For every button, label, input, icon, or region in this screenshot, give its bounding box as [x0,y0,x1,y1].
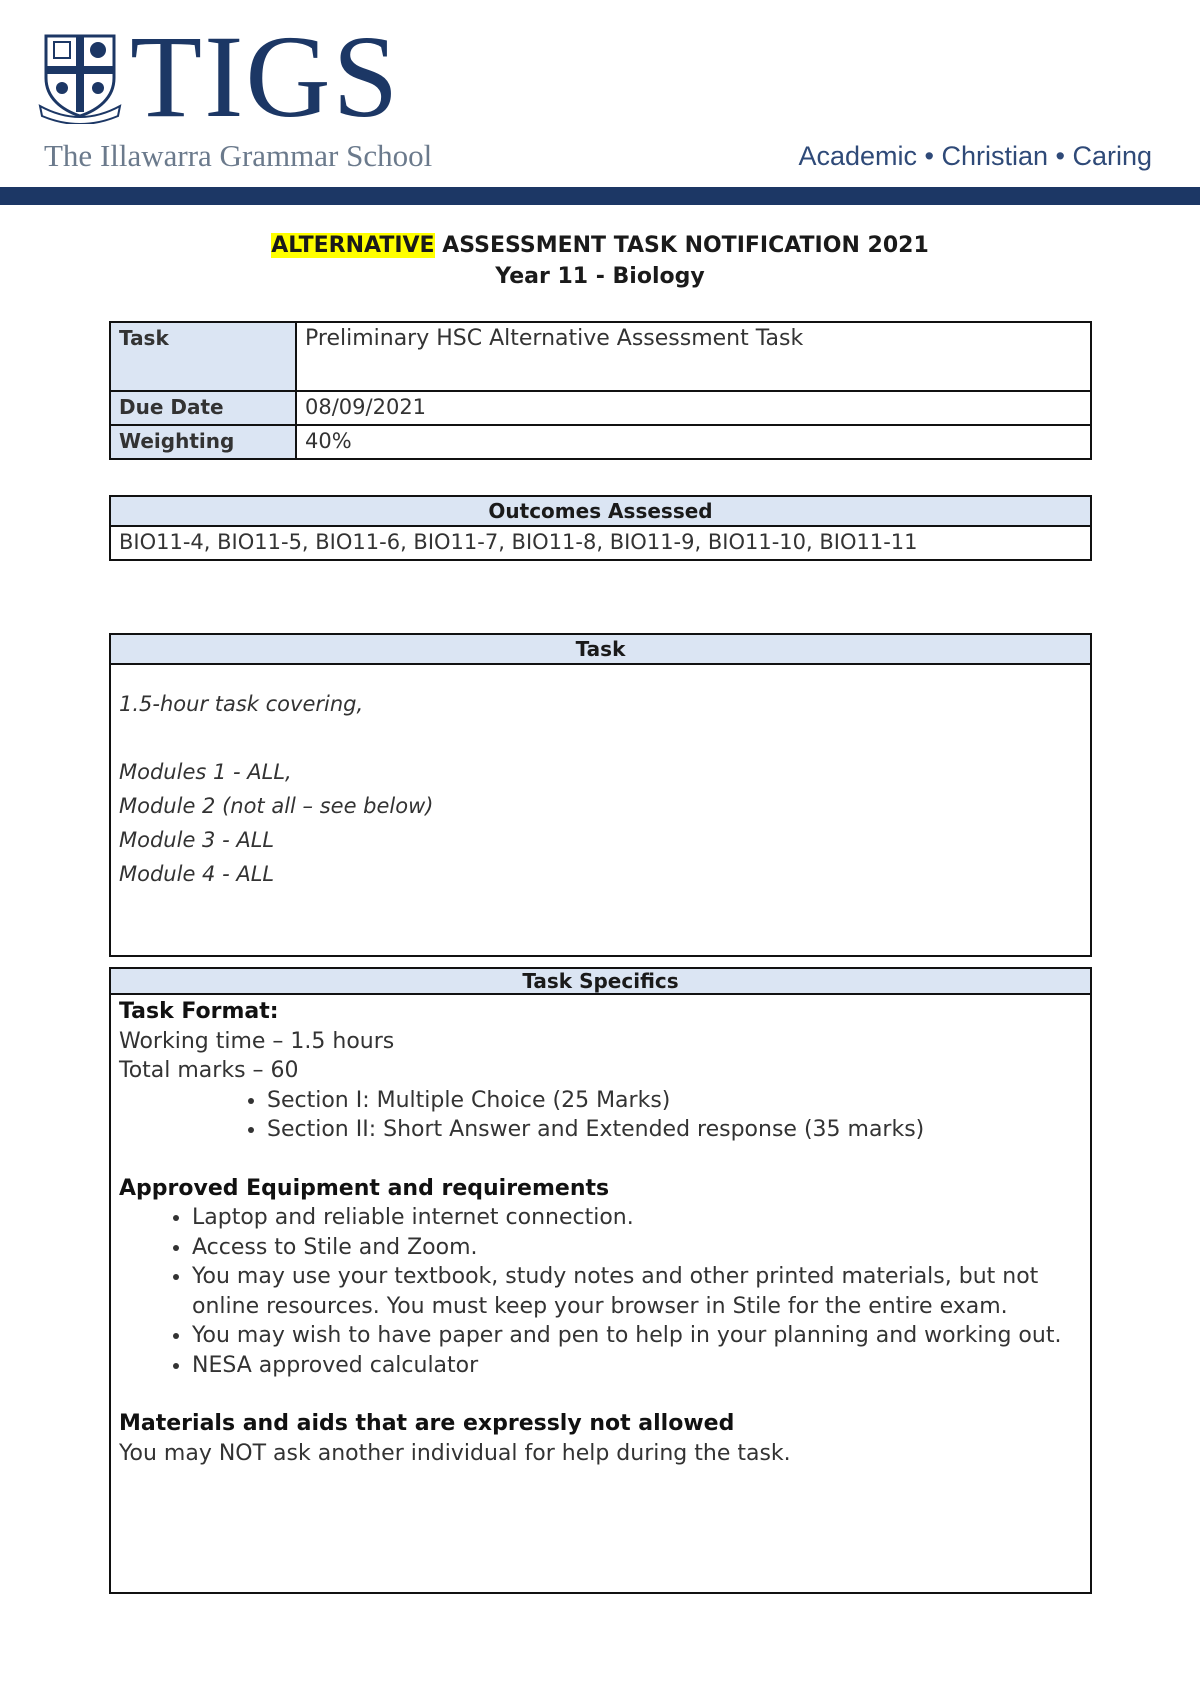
header-band [0,187,1200,205]
title-rest: ASSESSMENT TASK NOTIFICATION 2021 [434,233,929,258]
task-value: Preliminary HSC Alternative Assessment Task [296,322,1091,391]
section-item: • Section I: Multiple Choice (25 Marks) [267,1086,1082,1116]
task-format-heading: Task Format: [119,999,279,1024]
not-allowed-heading: Materials and aids that are expressly not allowed [119,1411,735,1436]
equipment-item: • NESA approved calculator [192,1351,1082,1381]
total-marks: Total marks – 60 [119,1058,299,1083]
equipment-item: • You may wish to have paper and pen to help in your planning and working out. [192,1321,1082,1351]
working-time: Working time – 1.5 hours [119,1028,395,1054]
school-motto: Academic • Christian • Caring [798,141,1152,171]
school-crest-icon [38,32,122,124]
module-item: Modules 1 - ALL, [119,760,292,784]
task-info-table [109,321,1092,460]
letterhead [0,0,1200,205]
equipment-list [119,1203,1082,1380]
task-specifics-body [110,994,1091,1593]
module-item: Module 4 - ALL [119,862,275,886]
equipment-item: • You may use your textbook, study notes and other printed materials, but not online resources. You must keep your browser in Stile for the entire exam. [192,1262,1082,1321]
task-specifics-header: Task Specifics [110,968,1091,994]
document-title [0,233,1200,258]
school-name: The Illawarra Grammar School [44,138,433,173]
document-subtitle: Year 11 - Biology [495,264,705,289]
task-table [109,633,1092,957]
equipment-heading: Approved Equipment and requirements [119,1175,610,1201]
outcomes-header: Outcomes Assessed [110,496,1091,526]
task-row [110,322,1091,391]
task-header: Task [110,634,1091,664]
equipment-item: • Access to Stile and Zoom. [192,1233,1082,1263]
outcomes-table [109,495,1092,561]
due-date-value: 08/09/2021 [296,391,1091,425]
weighting-row [110,425,1091,459]
task-label: Task [110,322,296,391]
sections-list [119,1086,1082,1145]
due-date-label: Due Date [110,391,296,425]
equipment-item: • Laptop and reliable internet connection. [192,1203,1082,1233]
module-item: Module 2 (not all – see below) [119,794,434,818]
not-allowed-text: You may NOT ask another individual for help during the task. [119,1440,791,1466]
task-body [110,664,1091,956]
due-date-row [110,391,1091,425]
weighting-value: 40% [296,425,1091,459]
task-intro: 1.5-hour task covering, [119,692,364,716]
module-item: Module 3 - ALL [119,828,275,852]
task-specifics-table [109,967,1092,1594]
weighting-label: Weighting [110,425,296,459]
section-item: • Section II: Short Answer and Extended response (35 marks) [267,1115,1082,1145]
school-logo-text: TIGS [130,11,401,142]
title-highlight: ALTERNATIVE [271,233,435,258]
outcomes-value: BIO11-4, BIO11-5, BIO11-6, BIO11-7, BIO11-8, BIO11-9, BIO11-10, BIO11-11 [110,526,1091,560]
